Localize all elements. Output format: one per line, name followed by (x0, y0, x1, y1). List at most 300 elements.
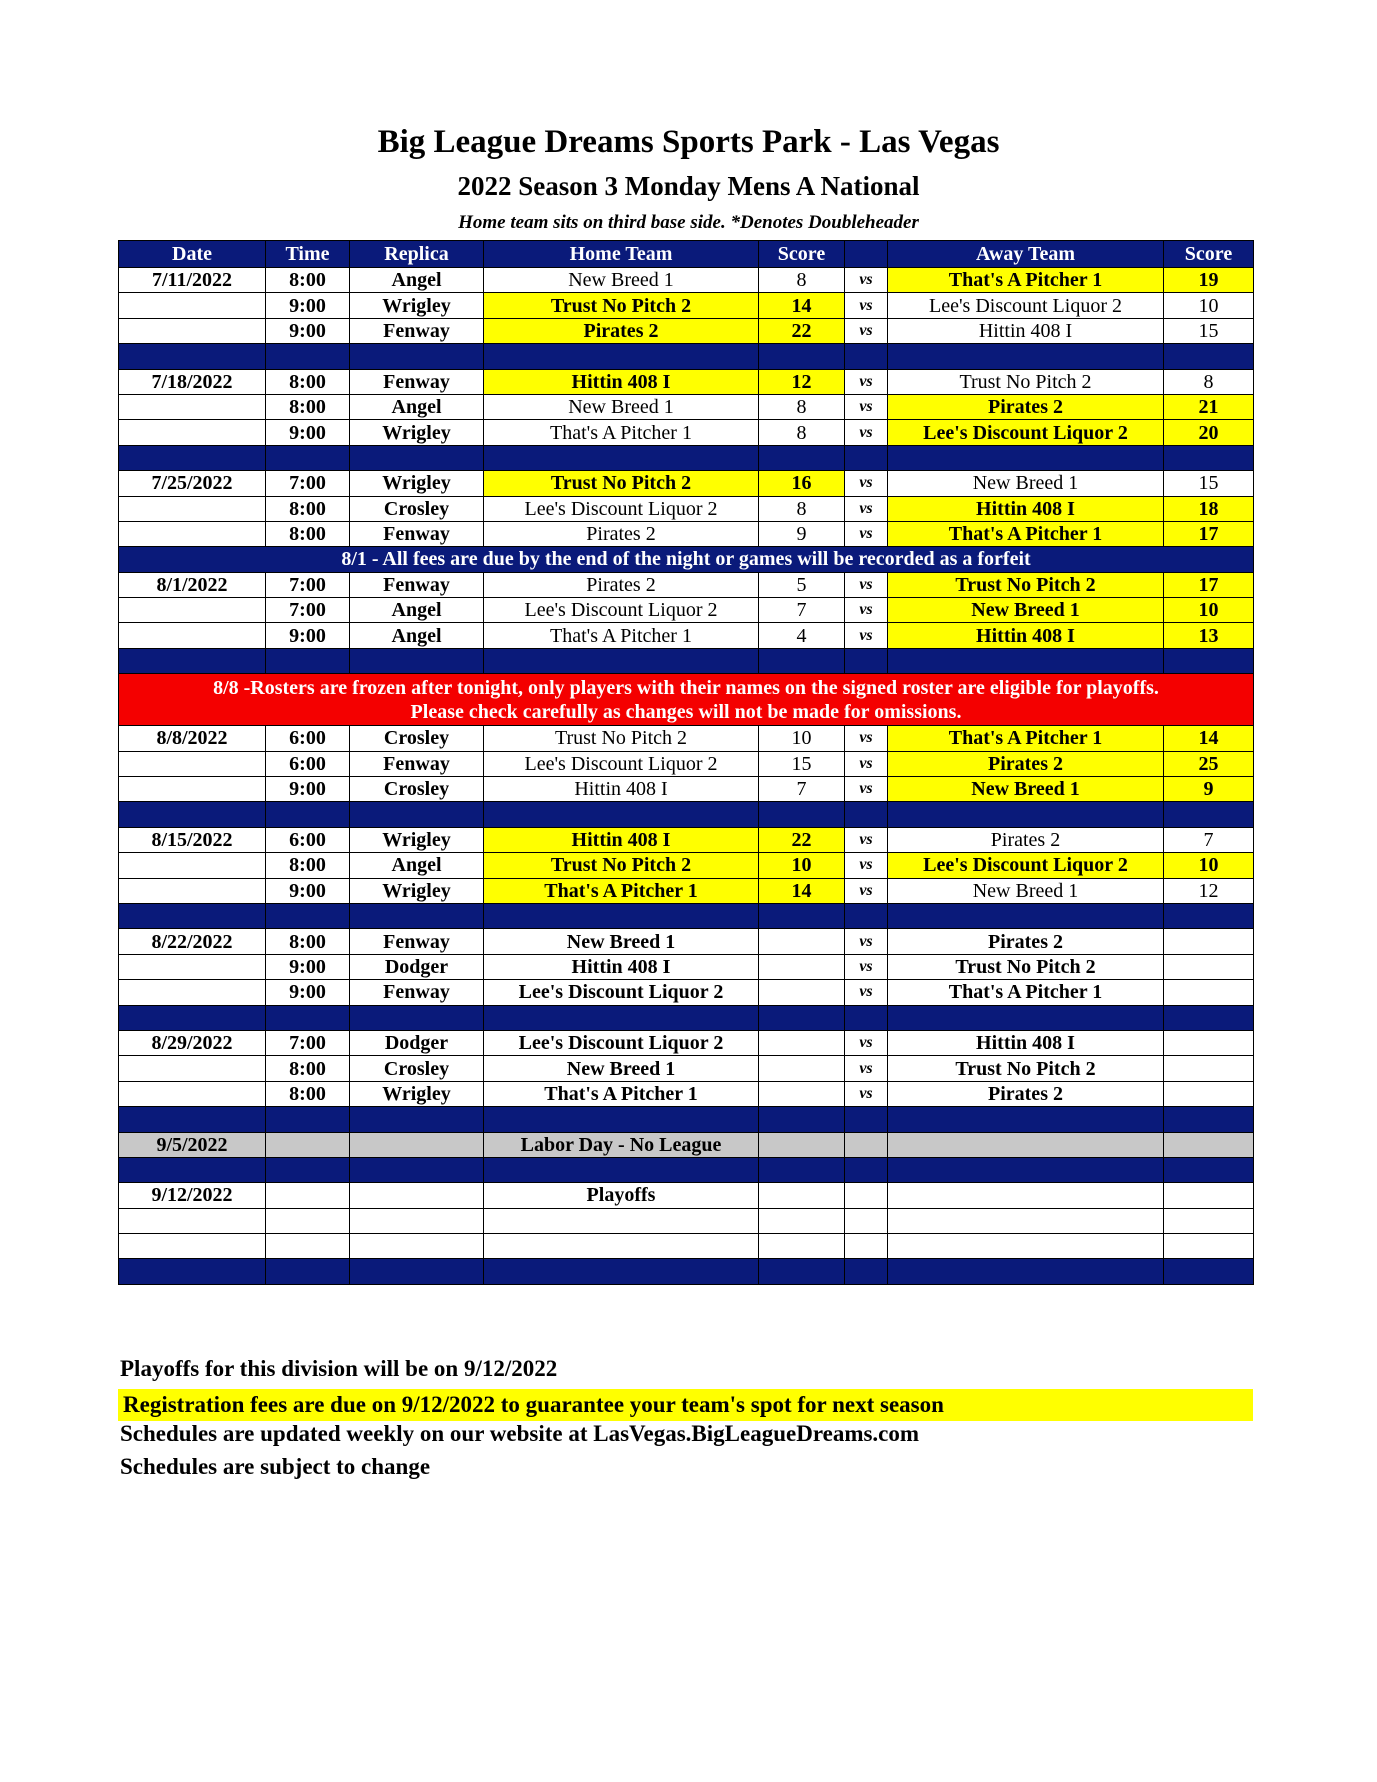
game-field: Fenway (350, 751, 484, 776)
separator-cell (759, 1005, 845, 1030)
game-time: 7:00 (266, 1030, 350, 1055)
week-separator-row (119, 1157, 1254, 1182)
separator-cell (484, 802, 759, 827)
home-team: Lee's Discount Liquor 2 (484, 751, 759, 776)
separator-cell (759, 344, 845, 369)
away-team: Pirates 2 (888, 394, 1164, 419)
home-score: 8 (759, 394, 845, 419)
game-time: 7:00 (266, 598, 350, 623)
separator-cell (759, 648, 845, 673)
col-header-away-team: Away Team (888, 241, 1164, 268)
home-team: That's A Pitcher 1 (484, 420, 759, 445)
away-score: 13 (1164, 623, 1254, 648)
separator-cell (266, 344, 350, 369)
game-date (119, 598, 266, 623)
home-team: Lee's Discount Liquor 2 (484, 980, 759, 1005)
home-score: 8 (759, 420, 845, 445)
game-date (119, 293, 266, 318)
game-time: 9:00 (266, 777, 350, 802)
fee-notice-row (119, 547, 1254, 572)
game-time: 8:00 (266, 929, 350, 954)
home-team: Lee's Discount Liquor 2 (484, 1030, 759, 1055)
vs-label: vs (845, 268, 888, 293)
vs-label: vs (845, 853, 888, 878)
game-field: Fenway (350, 521, 484, 546)
footer-registration-note: Registration fees are due on 9/12/2022 to guarantee your team's spot for next season (118, 1389, 1253, 1421)
separator-cell (266, 1259, 350, 1284)
empty-cell (759, 1132, 845, 1157)
week-separator-row (119, 1259, 1254, 1284)
week-separator-row (119, 648, 1254, 673)
game-row (119, 394, 1254, 419)
separator-cell (119, 903, 266, 928)
game-time: 9:00 (266, 980, 350, 1005)
home-team: New Breed 1 (484, 1056, 759, 1081)
separator-cell (484, 344, 759, 369)
row-label: Labor Day - No League (484, 1132, 759, 1157)
empty-cell (1164, 1234, 1254, 1259)
game-row (119, 954, 1254, 979)
separator-cell (888, 903, 1164, 928)
game-time: 6:00 (266, 726, 350, 751)
game-row (119, 777, 1254, 802)
game-time: 8:00 (266, 521, 350, 546)
empty-cell (350, 1132, 484, 1157)
home-team: Trust No Pitch 2 (484, 471, 759, 496)
away-team: Pirates 2 (888, 827, 1164, 852)
vs-label: vs (845, 471, 888, 496)
empty-cell (1164, 1132, 1254, 1157)
empty-cell (119, 1208, 266, 1233)
game-time: 8:00 (266, 394, 350, 419)
game-field: Crosley (350, 777, 484, 802)
game-date: 8/1/2022 (119, 572, 266, 597)
game-row (119, 521, 1254, 546)
separator-cell (845, 1259, 888, 1284)
separator-cell (845, 445, 888, 470)
col-header-away-score: Score (1164, 241, 1254, 268)
away-team: That's A Pitcher 1 (888, 726, 1164, 751)
game-field: Wrigley (350, 1081, 484, 1106)
game-date (119, 394, 266, 419)
empty-cell (888, 1234, 1164, 1259)
separator-cell (1164, 1259, 1254, 1284)
home-score: 5 (759, 572, 845, 597)
separator-cell (484, 1157, 759, 1182)
game-field: Dodger (350, 954, 484, 979)
home-score: 9 (759, 521, 845, 546)
game-date (119, 980, 266, 1005)
away-team: Lee's Discount Liquor 2 (888, 420, 1164, 445)
home-team: Trust No Pitch 2 (484, 293, 759, 318)
empty-cell (119, 1234, 266, 1259)
empty-cell (1164, 1183, 1254, 1208)
row-date: 9/12/2022 (119, 1183, 266, 1208)
game-field: Wrigley (350, 420, 484, 445)
separator-cell (1164, 1157, 1254, 1182)
game-field: Angel (350, 268, 484, 293)
game-date: 8/15/2022 (119, 827, 266, 852)
vs-label: vs (845, 878, 888, 903)
home-score: 7 (759, 777, 845, 802)
separator-cell (119, 1005, 266, 1030)
separator-cell (1164, 344, 1254, 369)
away-score: 9 (1164, 777, 1254, 802)
game-row (119, 1081, 1254, 1106)
away-score: 10 (1164, 598, 1254, 623)
separator-cell (119, 344, 266, 369)
fee-notice: 8/1 - All fees are due by the end of the night or games will be recorded as a forfeit (119, 547, 1254, 572)
home-score: 22 (759, 318, 845, 343)
home-score (759, 954, 845, 979)
game-time: 8:00 (266, 1081, 350, 1106)
away-score: 8 (1164, 369, 1254, 394)
home-team: Lee's Discount Liquor 2 (484, 496, 759, 521)
away-score (1164, 1056, 1254, 1081)
game-row (119, 751, 1254, 776)
separator-cell (484, 1259, 759, 1284)
home-score (759, 929, 845, 954)
game-date: 7/18/2022 (119, 369, 266, 394)
game-date (119, 853, 266, 878)
empty-cell (350, 1208, 484, 1233)
separator-cell (266, 802, 350, 827)
separator-cell (845, 344, 888, 369)
home-score: 7 (759, 598, 845, 623)
home-team: Pirates 2 (484, 572, 759, 597)
away-score (1164, 929, 1254, 954)
game-time: 8:00 (266, 369, 350, 394)
away-team: Trust No Pitch 2 (888, 1056, 1164, 1081)
home-team: New Breed 1 (484, 268, 759, 293)
game-field: Wrigley (350, 827, 484, 852)
separator-cell (759, 903, 845, 928)
col-header-time: Time (266, 241, 350, 268)
game-date (119, 751, 266, 776)
game-date (119, 318, 266, 343)
game-field: Angel (350, 623, 484, 648)
separator-cell (845, 1157, 888, 1182)
separator-cell (845, 903, 888, 928)
game-row (119, 827, 1254, 852)
away-team: Pirates 2 (888, 929, 1164, 954)
week-separator-row (119, 344, 1254, 369)
away-score: 7 (1164, 827, 1254, 852)
home-team: Pirates 2 (484, 521, 759, 546)
separator-cell (759, 1157, 845, 1182)
game-time: 8:00 (266, 1056, 350, 1081)
game-field: Fenway (350, 572, 484, 597)
game-date: 8/22/2022 (119, 929, 266, 954)
separator-cell (484, 903, 759, 928)
vs-label: vs (845, 369, 888, 394)
col-header-date: Date (119, 241, 266, 268)
home-team: Pirates 2 (484, 318, 759, 343)
away-team: Trust No Pitch 2 (888, 369, 1164, 394)
separator-cell (845, 802, 888, 827)
game-row (119, 420, 1254, 445)
away-team: New Breed 1 (888, 598, 1164, 623)
game-row (119, 572, 1254, 597)
game-field: Wrigley (350, 471, 484, 496)
game-field: Angel (350, 598, 484, 623)
footer-playoffs-note: Playoffs for this division will be on 9/12/2022 (120, 1356, 558, 1381)
separator-cell (1164, 802, 1254, 827)
home-score: 14 (759, 293, 845, 318)
separator-cell (1164, 1005, 1254, 1030)
separator-cell (350, 903, 484, 928)
separator-cell (888, 1005, 1164, 1030)
separator-cell (759, 802, 845, 827)
game-time: 6:00 (266, 751, 350, 776)
empty-cell (266, 1208, 350, 1233)
vs-label: vs (845, 1056, 888, 1081)
away-team: New Breed 1 (888, 878, 1164, 903)
separator-cell (888, 344, 1164, 369)
away-score: 17 (1164, 521, 1254, 546)
col-header-replica: Replica (350, 241, 484, 268)
away-score: 21 (1164, 394, 1254, 419)
home-score: 4 (759, 623, 845, 648)
empty-cell (484, 1234, 759, 1259)
week-separator-row (119, 1107, 1254, 1132)
home-team: Lee's Discount Liquor 2 (484, 598, 759, 623)
separator-cell (266, 1107, 350, 1132)
empty-row (119, 1208, 1254, 1233)
game-time: 8:00 (266, 496, 350, 521)
game-time: 7:00 (266, 572, 350, 597)
game-date: 7/11/2022 (119, 268, 266, 293)
away-score: 15 (1164, 471, 1254, 496)
empty-cell (759, 1183, 845, 1208)
away-team: New Breed 1 (888, 471, 1164, 496)
home-score: 8 (759, 496, 845, 521)
empty-cell (350, 1183, 484, 1208)
game-field: Fenway (350, 929, 484, 954)
separator-cell (1164, 445, 1254, 470)
vs-label: vs (845, 394, 888, 419)
separator-cell (484, 445, 759, 470)
footer-change-note: Schedules are subject to change (120, 1454, 431, 1479)
empty-cell (888, 1183, 1164, 1208)
home-score: 10 (759, 726, 845, 751)
game-time: 8:00 (266, 268, 350, 293)
away-team: Hittin 408 I (888, 1030, 1164, 1055)
away-team: That's A Pitcher 1 (888, 268, 1164, 293)
home-score (759, 980, 845, 1005)
vs-label: vs (845, 954, 888, 979)
away-score: 25 (1164, 751, 1254, 776)
vs-label: vs (845, 572, 888, 597)
away-score: 17 (1164, 572, 1254, 597)
game-time: 6:00 (266, 827, 350, 852)
away-team: That's A Pitcher 1 (888, 980, 1164, 1005)
roster-alert-line-2: Please check carefully as changes will not be made for omissions. (410, 700, 962, 723)
separator-cell (119, 1259, 266, 1284)
separator-cell (266, 903, 350, 928)
separator-cell (119, 445, 266, 470)
empty-cell (266, 1234, 350, 1259)
holiday-row (119, 1132, 1254, 1157)
separator-cell (350, 445, 484, 470)
week-separator-row (119, 1005, 1254, 1030)
vs-label: vs (845, 980, 888, 1005)
separator-cell (350, 344, 484, 369)
separator-cell (845, 648, 888, 673)
away-score (1164, 980, 1254, 1005)
game-date (119, 521, 266, 546)
home-team: New Breed 1 (484, 929, 759, 954)
vs-label: vs (845, 777, 888, 802)
playoffs-row (119, 1183, 1254, 1208)
vs-label: vs (845, 751, 888, 776)
away-score (1164, 1081, 1254, 1106)
separator-cell (888, 1259, 1164, 1284)
separator-cell (350, 1259, 484, 1284)
game-time: 9:00 (266, 878, 350, 903)
separator-cell (119, 802, 266, 827)
row-label: Playoffs (484, 1183, 759, 1208)
game-date (119, 954, 266, 979)
schedule-table-container (118, 240, 1253, 1285)
empty-cell (759, 1234, 845, 1259)
separator-cell (1164, 648, 1254, 673)
game-row (119, 471, 1254, 496)
home-team: That's A Pitcher 1 (484, 878, 759, 903)
game-time: 9:00 (266, 420, 350, 445)
game-time: 9:00 (266, 293, 350, 318)
schedule-table (118, 240, 1254, 1285)
roster-alert-line-1: 8/8 -Rosters are frozen after tonight, only players with their names on the signed roster are eligible for playoffs. (213, 676, 1159, 699)
home-team: Hittin 408 I (484, 827, 759, 852)
vs-label: vs (845, 521, 888, 546)
game-row (119, 623, 1254, 648)
col-header-home-score: Score (759, 241, 845, 268)
empty-cell (888, 1132, 1164, 1157)
separator-cell (759, 1259, 845, 1284)
game-date (119, 420, 266, 445)
separator-cell (1164, 903, 1254, 928)
away-score: 18 (1164, 496, 1254, 521)
away-score: 19 (1164, 268, 1254, 293)
separator-cell (350, 1005, 484, 1030)
vs-label: vs (845, 598, 888, 623)
home-team: That's A Pitcher 1 (484, 1081, 759, 1106)
separator-cell (759, 445, 845, 470)
empty-cell (266, 1183, 350, 1208)
page-title: Big League Dreams Sports Park - Las Vegas (377, 124, 1000, 160)
game-time: 7:00 (266, 471, 350, 496)
game-date (119, 1081, 266, 1106)
week-separator-row (119, 802, 1254, 827)
game-row (119, 1056, 1254, 1081)
separator-cell (888, 648, 1164, 673)
game-field: Fenway (350, 318, 484, 343)
game-row (119, 726, 1254, 751)
game-time: 9:00 (266, 623, 350, 648)
game-row (119, 318, 1254, 343)
vs-label: vs (845, 827, 888, 852)
vs-label: vs (845, 929, 888, 954)
away-team: Hittin 408 I (888, 318, 1164, 343)
game-field: Dodger (350, 1030, 484, 1055)
game-field: Angel (350, 853, 484, 878)
separator-cell (350, 1157, 484, 1182)
away-score: 14 (1164, 726, 1254, 751)
empty-cell (888, 1208, 1164, 1233)
roster-alert (119, 674, 1254, 726)
empty-cell (845, 1132, 888, 1157)
game-row (119, 369, 1254, 394)
game-date (119, 878, 266, 903)
game-row (119, 878, 1254, 903)
separator-cell (266, 1005, 350, 1030)
empty-cell (1164, 1208, 1254, 1233)
separator-cell (119, 1157, 266, 1182)
away-team: Lee's Discount Liquor 2 (888, 293, 1164, 318)
empty-cell (759, 1208, 845, 1233)
game-row (119, 853, 1254, 878)
home-score: 10 (759, 853, 845, 878)
header-note: Home team sits on third base side. *Denotes Doubleheader (458, 212, 919, 233)
game-row (119, 496, 1254, 521)
away-team: Pirates 2 (888, 751, 1164, 776)
empty-cell (845, 1183, 888, 1208)
game-time: 8:00 (266, 853, 350, 878)
game-field: Fenway (350, 980, 484, 1005)
table-header-row (119, 241, 1254, 268)
separator-cell (1164, 1107, 1254, 1132)
vs-label: vs (845, 420, 888, 445)
week-separator-row (119, 445, 1254, 470)
game-date (119, 1056, 266, 1081)
roster-alert-row (119, 674, 1254, 726)
away-team: Trust No Pitch 2 (888, 954, 1164, 979)
game-field: Wrigley (350, 878, 484, 903)
home-score (759, 1056, 845, 1081)
vs-label: vs (845, 623, 888, 648)
vs-label: vs (845, 318, 888, 343)
game-row (119, 268, 1254, 293)
game-date (119, 623, 266, 648)
separator-cell (350, 802, 484, 827)
separator-cell (484, 1107, 759, 1132)
separator-cell (484, 648, 759, 673)
home-score: 16 (759, 471, 845, 496)
home-team: That's A Pitcher 1 (484, 623, 759, 648)
separator-cell (266, 445, 350, 470)
game-field: Fenway (350, 369, 484, 394)
away-team: Pirates 2 (888, 1081, 1164, 1106)
home-score: 22 (759, 827, 845, 852)
away-score (1164, 1030, 1254, 1055)
away-score: 15 (1164, 318, 1254, 343)
home-team: Trust No Pitch 2 (484, 726, 759, 751)
game-date (119, 496, 266, 521)
vs-label: vs (845, 726, 888, 751)
separator-cell (119, 648, 266, 673)
separator-cell (845, 1107, 888, 1132)
separator-cell (266, 648, 350, 673)
game-time: 9:00 (266, 318, 350, 343)
col-header-vs (845, 241, 888, 268)
home-score (759, 1081, 845, 1106)
game-date: 8/29/2022 (119, 1030, 266, 1055)
footer-website-note: Schedules are updated weekly on our website at LasVegas.BigLeagueDreams.com (120, 1421, 920, 1446)
separator-cell (484, 1005, 759, 1030)
game-field: Crosley (350, 1056, 484, 1081)
game-field: Wrigley (350, 293, 484, 318)
